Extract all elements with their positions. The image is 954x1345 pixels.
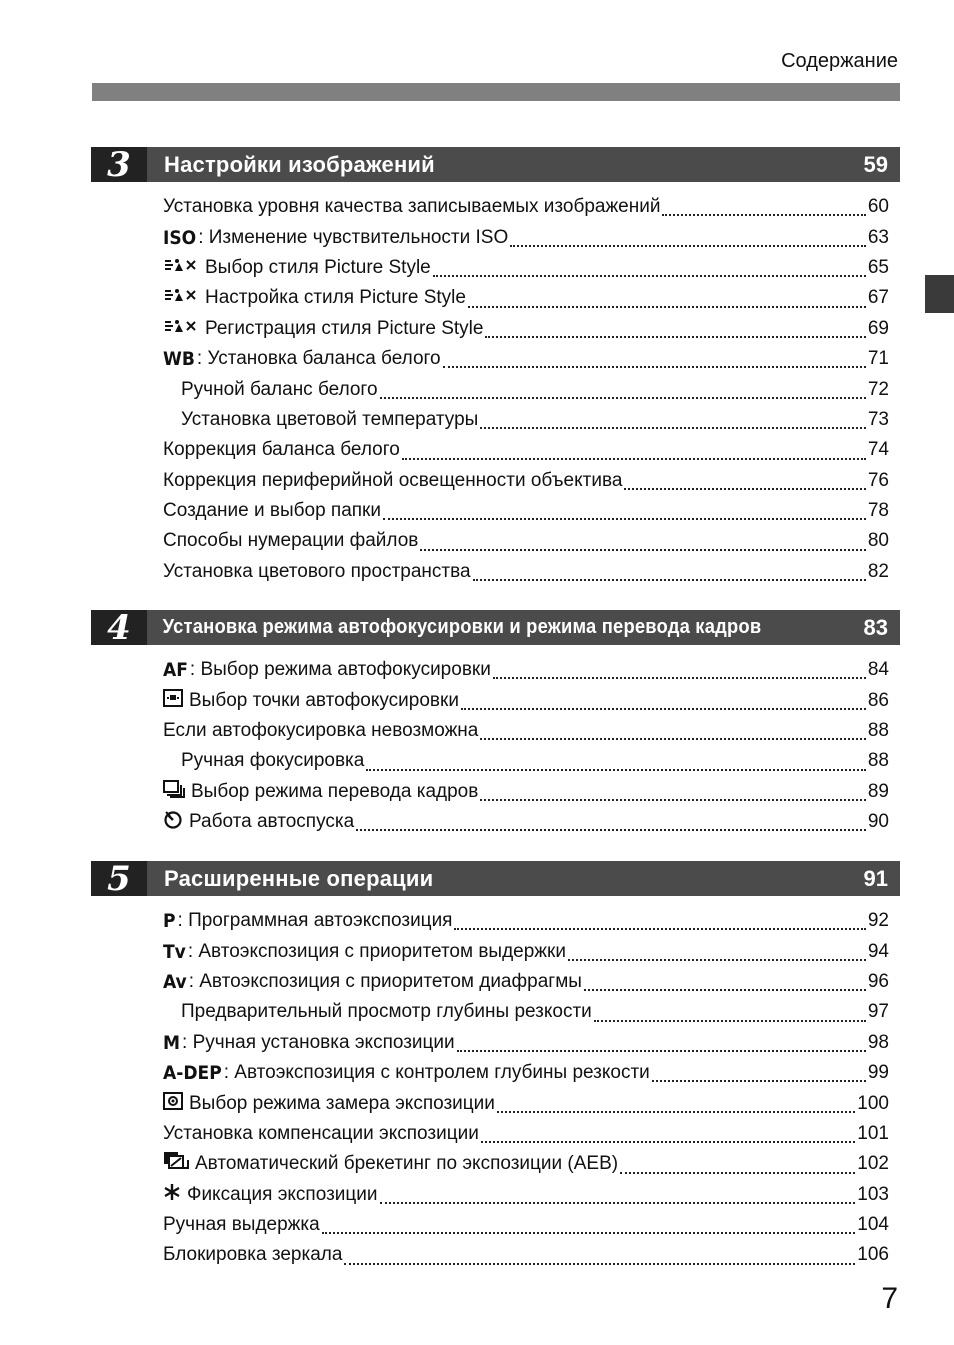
chapter-page: 91 <box>863 865 888 891</box>
dot-leader <box>652 1079 866 1082</box>
toc-entry-label: Создание и выбор папки <box>163 500 381 522</box>
autofocus-icon: AF <box>163 659 188 682</box>
toc-entry[interactable] <box>163 746 889 776</box>
toc-entry-label: Коррекция баланса белого <box>163 439 400 461</box>
toc-entry[interactable] <box>163 405 889 435</box>
toc-entry-page: 76 <box>867 469 889 491</box>
toc-entry[interactable] <box>163 526 889 556</box>
chapter-section <box>91 858 900 1271</box>
toc-entry[interactable] <box>163 1240 889 1270</box>
toc-entry[interactable] <box>163 655 889 685</box>
chapter-section <box>91 144 900 587</box>
chapter-number: 5 <box>91 861 147 896</box>
toc-entry-label: Установка цветовой температуры <box>181 408 479 430</box>
dot-leader <box>443 365 866 368</box>
toc-entry-label: : Ручная установка экспозиции <box>182 1031 455 1053</box>
iso-icon: ISO <box>163 226 197 249</box>
dot-leader <box>468 305 866 308</box>
toc-entry-label: Предварительный просмотр глубины резкости <box>181 1001 592 1023</box>
toc-list <box>163 906 889 1271</box>
toc-entry[interactable] <box>163 997 889 1027</box>
toc-entry-label: : Программная автоэкспозиция <box>177 910 453 932</box>
toc-entry[interactable] <box>163 344 889 374</box>
toc-entry-page: 84 <box>867 659 889 681</box>
toc-list <box>163 192 889 587</box>
dot-leader <box>620 1171 855 1174</box>
toc-entry-page: 73 <box>867 408 889 430</box>
toc-entry-label: : Выбор режима автофокусировки <box>189 659 491 681</box>
metering-mode-icon <box>163 1092 183 1116</box>
af-point-icon <box>163 689 183 713</box>
dot-leader <box>402 457 866 460</box>
toc-entry[interactable] <box>163 1028 889 1058</box>
toc-entry[interactable] <box>163 1088 889 1118</box>
chapter-number: 4 <box>91 610 147 645</box>
chapter-number: 3 <box>91 147 147 182</box>
toc-entry[interactable] <box>163 777 889 807</box>
toc-entry[interactable] <box>163 283 889 313</box>
chapter-title: Настройки изображений <box>164 151 435 177</box>
dot-leader <box>356 828 866 831</box>
toc-entry[interactable] <box>163 435 889 465</box>
header-bar <box>92 83 900 101</box>
toc-entry-label: Настройка стиля Picture Style <box>205 287 466 309</box>
page-number: 7 <box>881 1282 898 1315</box>
toc-entry[interactable] <box>163 716 889 746</box>
picture-style-icon <box>163 318 199 340</box>
toc-entry-label: Регистрация стиля Picture Style <box>205 317 484 339</box>
toc-entry[interactable] <box>163 1210 889 1240</box>
ae-lock-icon <box>163 1183 181 1207</box>
toc-entry-page: 94 <box>867 940 889 962</box>
side-index-tab <box>925 275 954 313</box>
dot-leader <box>493 676 866 679</box>
chapter-page: 59 <box>863 151 888 177</box>
toc-list <box>163 655 889 837</box>
toc-entry-label: Выбор стиля Picture Style <box>205 256 431 278</box>
toc-entry-page: 88 <box>867 750 889 772</box>
toc-entry-label: Фиксация экспозиции <box>187 1183 378 1205</box>
toc-entry[interactable] <box>163 906 889 936</box>
toc-entry-label: Выбор точки автофокусировки <box>189 689 459 711</box>
dot-leader <box>480 798 866 801</box>
toc-entry[interactable] <box>163 807 889 837</box>
toc-entry-page: 96 <box>867 970 889 992</box>
toc-entry-page: 71 <box>867 348 889 370</box>
page-header-title: Содержание <box>781 50 898 72</box>
toc-entry[interactable] <box>163 314 889 344</box>
toc-entry[interactable] <box>163 1058 889 1088</box>
chapter-title: Установка режима автофокусировки и режима перевода кадров <box>162 616 762 638</box>
toc-entry-page: 60 <box>867 196 889 218</box>
toc-entry-page: 65 <box>867 256 889 278</box>
toc-entry-page: 98 <box>867 1031 889 1053</box>
chapter-header[interactable] <box>91 858 900 899</box>
toc-entry-page: 72 <box>867 378 889 400</box>
toc-entry-label: : Установка баланса белого <box>196 348 441 370</box>
dot-leader <box>457 1049 866 1052</box>
toc-entry-label: : Автоэкспозиция с контролем глубины резкости <box>223 1062 650 1084</box>
toc-entry[interactable] <box>163 374 889 404</box>
toc-entry-label: : Автоэкспозиция с приоритетом диафрагмы <box>188 970 582 992</box>
dot-leader <box>662 213 865 216</box>
drive-mode-icon <box>163 780 185 804</box>
toc-entry-label: Установка цветового пространства <box>163 560 471 582</box>
toc-entry-page: 97 <box>867 1001 889 1023</box>
aeb-icon <box>163 1151 189 1177</box>
dot-leader <box>480 737 866 740</box>
toc-entry-label: Способы нумерации файлов <box>163 530 419 552</box>
toc-entry-label: Установка компенсации экспозиции <box>163 1122 479 1144</box>
dot-leader <box>380 396 866 399</box>
toc-entry-page: 99 <box>867 1062 889 1084</box>
chapter-title: Расширенные операции <box>164 865 434 891</box>
toc-entry-page: 104 <box>857 1214 889 1236</box>
toc-entry-label: Коррекция периферийной освещенности объектива <box>163 469 623 491</box>
self-timer-icon <box>163 809 183 835</box>
toc-entry[interactable] <box>163 253 889 283</box>
toc-entry-page: 103 <box>857 1183 889 1205</box>
toc-entry-page: 101 <box>857 1122 889 1144</box>
toc-entry-page: 92 <box>867 910 889 932</box>
toc-entry-page: 90 <box>867 811 889 833</box>
dot-leader <box>594 1019 866 1022</box>
toc-entry-page: 100 <box>857 1092 889 1114</box>
toc-entry-page: 63 <box>867 226 889 248</box>
dot-leader <box>624 487 865 490</box>
toc-entry-label: : Изменение чувствительности ISO <box>198 226 509 248</box>
toc-entry-page: 78 <box>867 500 889 522</box>
toc-entry-page: 102 <box>857 1153 889 1175</box>
toc-entry-label: Установка уровня качества записываемых изображений <box>163 196 661 218</box>
toc-entry[interactable] <box>163 1119 889 1149</box>
dot-leader <box>480 426 866 429</box>
chapter-page: 83 <box>863 614 888 640</box>
dot-leader <box>454 927 865 930</box>
toc-entry-label: Если автофокусировка невозможна <box>163 719 479 741</box>
dot-leader <box>433 274 866 277</box>
dot-leader <box>481 1140 855 1143</box>
toc-entry[interactable] <box>163 496 889 526</box>
dot-leader <box>473 578 866 581</box>
toc-entry-page: 106 <box>857 1244 889 1266</box>
a-dep-mode-icon: A-DEP <box>163 1062 222 1085</box>
toc-entry[interactable] <box>163 685 889 715</box>
toc-entry-label: Блокировка зеркала <box>163 1244 343 1266</box>
dot-leader <box>568 958 866 961</box>
toc-entry[interactable] <box>163 936 889 966</box>
toc-entry-label: Выбор режима перевода кадров <box>191 780 479 802</box>
dot-leader <box>510 244 866 247</box>
toc-entry-label: Ручная выдержка <box>163 1214 320 1236</box>
dot-leader <box>366 768 866 771</box>
toc-entry[interactable] <box>163 1180 889 1210</box>
dot-leader <box>344 1262 855 1265</box>
toc-entry[interactable] <box>163 967 889 997</box>
chapter-header[interactable] <box>91 607 900 648</box>
toc-entry-page: 69 <box>867 317 889 339</box>
toc-entry-page: 67 <box>867 287 889 309</box>
toc-entry[interactable] <box>163 222 889 252</box>
dot-leader <box>380 1201 856 1204</box>
dot-leader <box>322 1231 856 1234</box>
white-balance-icon: WB <box>163 348 195 371</box>
chapter-header[interactable] <box>91 144 900 185</box>
dot-leader <box>420 548 865 551</box>
av-mode-icon: Av <box>163 970 187 993</box>
dot-leader <box>485 335 865 338</box>
toc-entry-page: 88 <box>867 719 889 741</box>
toc-entry-page: 80 <box>867 530 889 552</box>
tv-mode-icon: Tv <box>163 940 186 963</box>
toc-entry-page: 82 <box>867 560 889 582</box>
dot-leader <box>584 988 866 991</box>
toc-entry[interactable] <box>163 192 889 222</box>
dot-leader <box>383 517 866 520</box>
toc-entry-label: : Автоэкспозиция с приоритетом выдержки <box>187 940 566 962</box>
chapter-section <box>91 607 900 837</box>
toc-entry[interactable] <box>163 557 889 587</box>
toc-entry[interactable] <box>163 1149 889 1179</box>
toc-entry-label: Работа автоспуска <box>189 811 355 833</box>
manual-mode-icon: M <box>163 1031 181 1054</box>
toc-entry-label: Автоматический брекетинг по экспозиции (AEB) <box>195 1153 619 1175</box>
toc-entry-label: Выбор режима замера экспозиции <box>189 1092 495 1114</box>
picture-style-icon <box>163 257 199 279</box>
toc-entry-page: 86 <box>867 689 889 711</box>
toc-entry[interactable] <box>163 466 889 496</box>
picture-style-icon <box>163 287 199 309</box>
toc-entry-label: Ручная фокусировка <box>181 750 365 772</box>
toc-entry-page: 89 <box>867 780 889 802</box>
toc-entry-page: 74 <box>867 439 889 461</box>
dot-leader <box>497 1110 855 1113</box>
program-mode-icon: P <box>163 910 176 933</box>
dot-leader <box>461 707 866 710</box>
toc-entry-label: Ручной баланс белого <box>181 378 378 400</box>
